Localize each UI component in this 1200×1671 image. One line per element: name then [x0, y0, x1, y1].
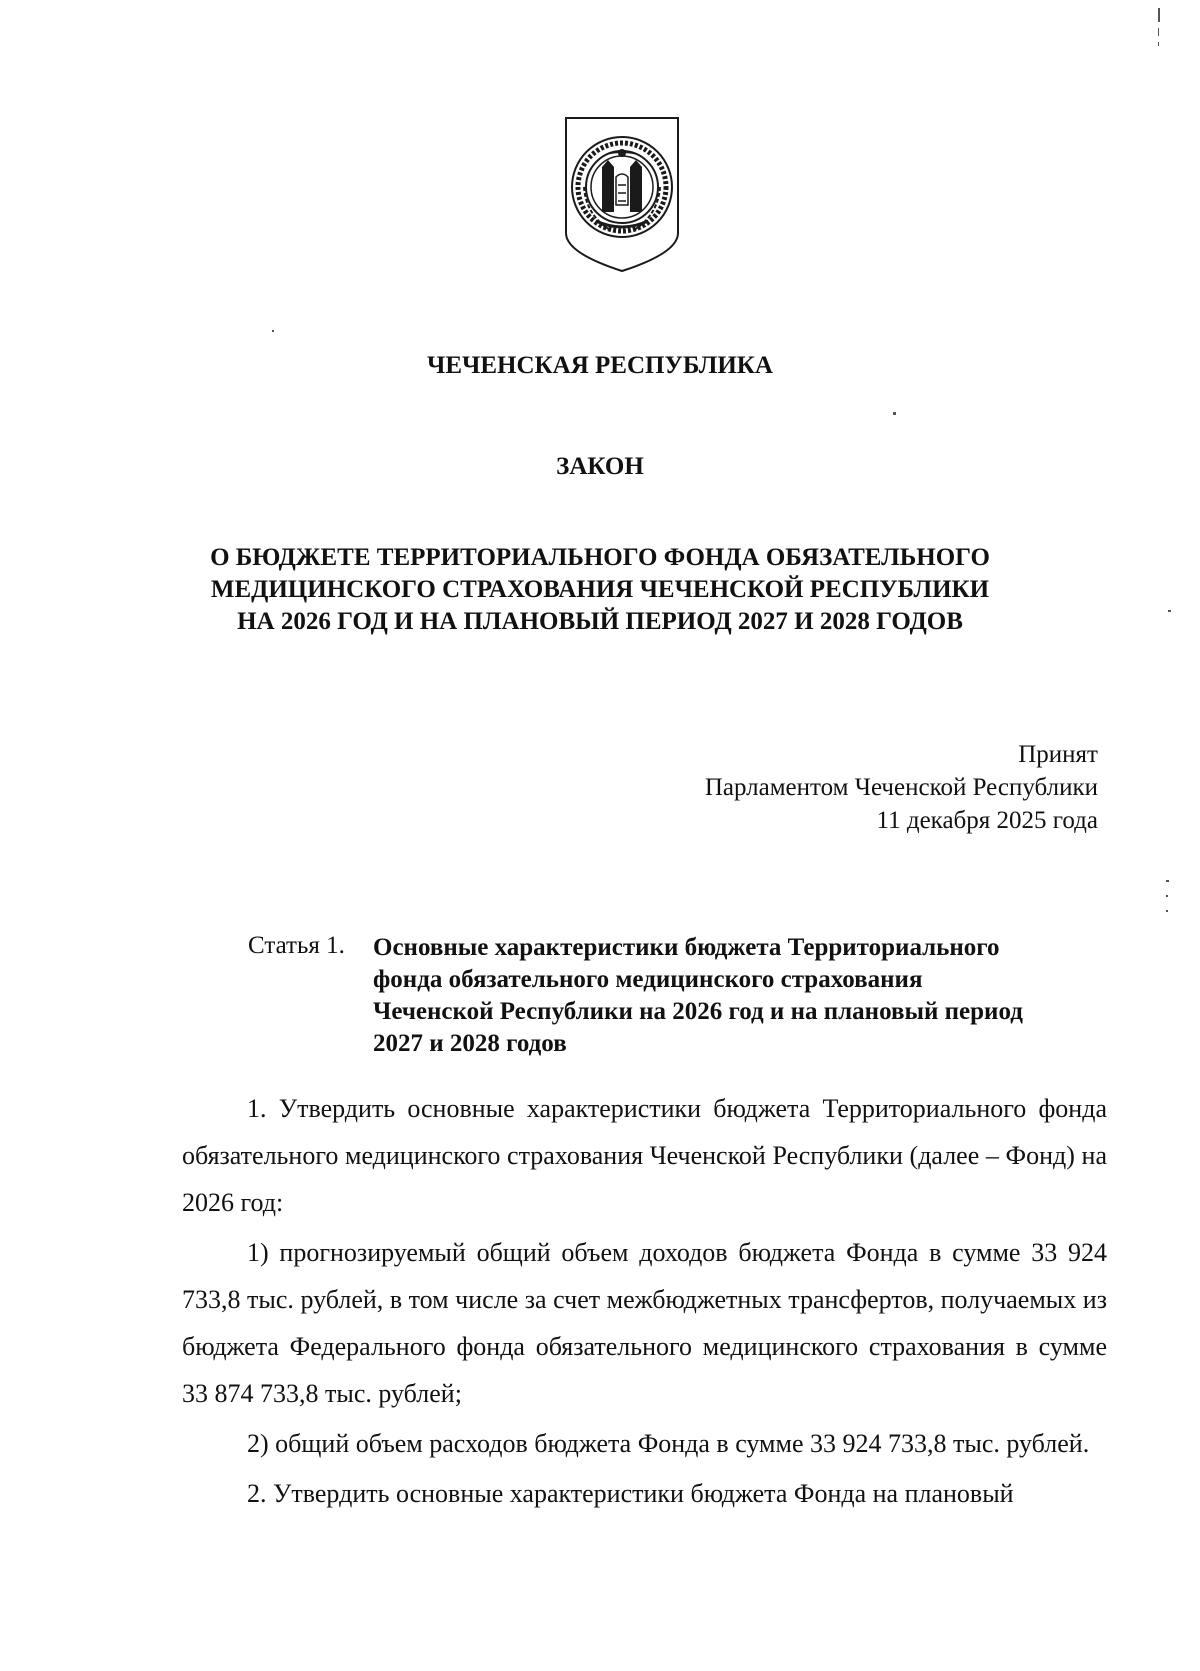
article-number: Статья 1. [248, 932, 345, 959]
body-paragraph: 2) общий объем расходов бюджета Фонда в сумме 33 924 733,8 тыс. рублей. [247, 1429, 1090, 1458]
law-title-line: МЕДИЦИНСКОГО СТРАХОВАНИЯ ЧЕЧЕНСКОЙ РЕСПУБЛИКИ [210, 576, 990, 603]
body-paragraph: 1. Утвердить основные характеристики бюджета Территориального фонда обязательного медицинского страхования Чеченской Республики (далее – Фонд) на 2026 год: [182, 1094, 1107, 1217]
article-title-line: Чеченской Республики на 2026 год и на плановый период [373, 998, 1023, 1025]
article-title-line: Основные характеристики бюджета Территориального [373, 934, 1000, 961]
document-type-heading: ЗАКОН [556, 453, 644, 480]
adoption-note [705, 738, 1098, 837]
republic-heading: ЧЕЧЕНСКАЯ РЕСПУБЛИКА [427, 352, 773, 379]
coat-of-arms-icon [562, 115, 682, 275]
article-body [182, 1085, 1107, 1520]
body-paragraph: 2. Утвердить основные характеристики бюджета Фонда на плановый [247, 1479, 1014, 1508]
law-title-line: НА 2026 ГОД И НА ПЛАНОВЫЙ ПЕРИОД 2027 И 2028 ГОДОВ [237, 608, 963, 635]
law-title-line: О БЮДЖЕТЕ ТЕРРИТОРИАЛЬНОГО ФОНДА ОБЯЗАТЕЛЬНОГО [210, 544, 990, 571]
article-title-line: фонда обязательного медицинского страхования [373, 966, 923, 993]
law-title [0, 542, 1200, 638]
adoption-line: Принят [1018, 741, 1098, 768]
adoption-date: 11 декабря 2025 года [876, 807, 1098, 834]
body-paragraph: 1) прогнозируемый общий объем доходов бюджета Фонда в сумме 33 924 733,8 тыс. рублей, в том числе за счет межбюджетных трансфертов, получаемых из бюджета Федерального фонда обязательного медицинского страхования в сумме 33 874 733,8 тыс. рублей; [182, 1238, 1107, 1408]
adoption-line: Парламентом Чеченской Республики [704, 774, 1098, 801]
article-title [373, 932, 1103, 1060]
article-title-line: 2027 и 2028 годов [373, 1030, 567, 1057]
